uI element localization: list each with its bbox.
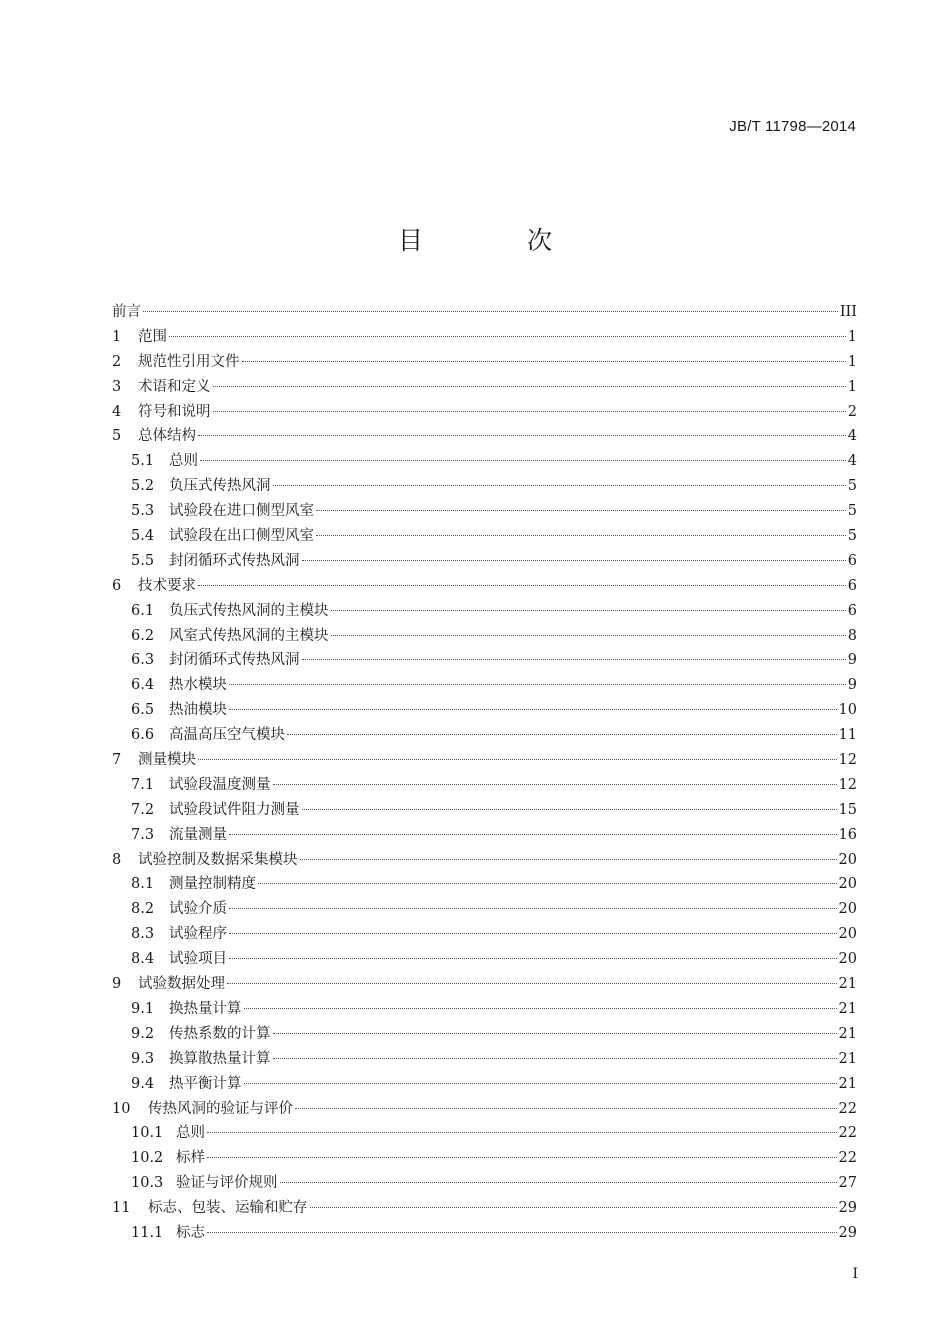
toc-entry-page: 22: [838, 1100, 857, 1117]
dot-leader: [207, 1157, 837, 1158]
toc-entry[interactable]: [112, 723, 857, 748]
toc-entry-page: 1: [847, 378, 857, 395]
dot-leader: [229, 684, 846, 685]
toc-entry[interactable]: [112, 1097, 857, 1122]
dot-leader: [198, 435, 846, 436]
toc-entry-label: 试验程序: [169, 926, 227, 943]
dot-leader: [143, 311, 838, 312]
dot-leader: [244, 1083, 837, 1084]
toc-entry-label: 传热风洞的验证与评价: [148, 1100, 293, 1117]
toc-entry[interactable]: [112, 1171, 857, 1196]
toc-entry-label: 测量模块: [138, 752, 196, 769]
toc-entry[interactable]: [112, 524, 857, 549]
dot-leader: [258, 883, 837, 884]
toc-entry-label: 试验段在进口侧型风室: [169, 503, 314, 520]
toc-entry-label: 前言: [112, 304, 141, 320]
dot-leader: [169, 336, 846, 337]
toc-entry-page: 6: [847, 577, 857, 594]
page-number: I: [852, 1266, 858, 1282]
toc-entry-page: 9: [847, 677, 857, 694]
dot-leader: [316, 510, 846, 511]
toc-entry[interactable]: [112, 922, 857, 947]
toc-entry-number: 9.3: [131, 1050, 155, 1067]
toc-entry-number: 9: [112, 976, 122, 993]
toc-entry[interactable]: [112, 1146, 857, 1171]
toc-entry-page: 20: [838, 926, 857, 943]
toc-entry-page: 20: [838, 876, 857, 893]
dot-leader: [331, 610, 846, 611]
toc-entry-number: 10.3: [131, 1175, 164, 1192]
toc-entry-number: 7: [112, 752, 122, 769]
toc-entry-page: 12: [838, 752, 857, 769]
toc-entry-number: 8.2: [131, 901, 155, 918]
toc-entry[interactable]: [112, 300, 857, 325]
toc-entry-number: 11.1: [131, 1224, 164, 1241]
toc-entry[interactable]: [112, 424, 857, 449]
toc-entry-label: 热平衡计算: [169, 1075, 242, 1092]
toc-entry-label: 负压式传热风洞的主模块: [169, 602, 329, 619]
toc-entry-label: 标样: [176, 1150, 205, 1167]
toc-entry[interactable]: [112, 400, 857, 425]
toc-entry[interactable]: [112, 997, 857, 1022]
toc-entry-number: 5.2: [131, 478, 155, 495]
toc-entry-page: 15: [838, 801, 857, 818]
toc-entry-number: 7.1: [131, 776, 155, 793]
toc-entry-label: 热油模块: [169, 702, 227, 719]
dot-leader: [302, 809, 837, 810]
toc-entry-number: 8: [112, 851, 122, 868]
toc-entry-label: 总体结构: [138, 428, 196, 445]
dot-leader: [280, 1182, 837, 1183]
page-title: 目 次: [398, 226, 600, 255]
toc-entry-number: 6.6: [131, 727, 155, 744]
toc-entry-label: 测量控制精度: [169, 876, 256, 893]
dot-leader: [273, 485, 846, 486]
toc-entry[interactable]: [112, 624, 857, 649]
toc-entry-page: 16: [838, 826, 857, 843]
dot-leader: [229, 709, 837, 710]
dot-leader: [229, 908, 837, 909]
toc-entry-number: 9.1: [131, 1000, 155, 1017]
toc-entry-page: III: [839, 304, 857, 320]
toc-entry-number: 8.1: [131, 876, 155, 893]
toc-entry-page: 11: [838, 727, 857, 744]
dot-leader: [273, 784, 837, 785]
toc-entry-label: 试验项目: [169, 951, 227, 968]
toc-entry-page: 29: [838, 1224, 857, 1241]
standard-code: JB/T 11798—2014: [729, 118, 856, 135]
toc-entry[interactable]: [112, 673, 857, 698]
toc-entry[interactable]: [112, 823, 857, 848]
toc-entry-page: 6: [847, 552, 857, 569]
toc-entry-page: 8: [847, 627, 857, 644]
toc-entry[interactable]: [112, 848, 857, 873]
toc-entry-page: 5: [847, 478, 857, 495]
toc-entry[interactable]: [112, 1072, 857, 1097]
toc-entry-page: 10: [838, 702, 857, 719]
toc-entry-number: 6.1: [131, 602, 155, 619]
toc-entry[interactable]: [112, 599, 857, 624]
toc-entry-label: 换算散热量计算: [169, 1050, 271, 1067]
dot-leader: [302, 560, 846, 561]
toc-entry[interactable]: [112, 499, 857, 524]
toc-entry-number: 6.5: [131, 702, 155, 719]
toc-entry-page: 12: [838, 776, 857, 793]
toc-entry[interactable]: [112, 1196, 857, 1221]
toc-entry-label: 风室式传热风洞的主模块: [169, 627, 329, 644]
toc-entry-number: 6: [112, 577, 122, 594]
dot-leader: [229, 958, 837, 959]
toc-entry[interactable]: [112, 897, 857, 922]
toc-entry-number: 2: [112, 353, 122, 370]
toc-entry-number: 10: [112, 1100, 131, 1117]
dot-leader: [331, 635, 846, 636]
toc-entry-label: 流量测量: [169, 826, 227, 843]
toc-entry-number: 7.3: [131, 826, 155, 843]
dot-leader: [316, 535, 846, 536]
toc-entry-page: 1: [847, 328, 857, 345]
toc-entry-number: 9.2: [131, 1025, 155, 1042]
toc-entry-number: 4: [112, 403, 122, 420]
dot-leader: [198, 759, 837, 760]
toc-entry-number: 9.4: [131, 1075, 155, 1092]
dot-leader: [200, 460, 846, 461]
toc-entry-number: 8.3: [131, 926, 155, 943]
toc-entry[interactable]: [112, 1022, 857, 1047]
toc-entry[interactable]: [112, 748, 857, 773]
toc-entry[interactable]: [112, 375, 857, 400]
toc-entry[interactable]: [112, 474, 857, 499]
toc-entry-page: 27: [838, 1175, 857, 1192]
toc-entry-label: 试验控制及数据采集模块: [138, 851, 298, 868]
toc-entry-label: 负压式传热风洞: [169, 478, 271, 495]
toc-entry-page: 21: [838, 1025, 857, 1042]
toc-entry[interactable]: [112, 574, 857, 599]
toc-entry[interactable]: [112, 648, 857, 673]
toc-entry-page: 21: [838, 976, 857, 993]
toc-entry-page: 21: [838, 1075, 857, 1092]
toc-entry[interactable]: [112, 698, 857, 723]
toc-entry[interactable]: [112, 798, 857, 823]
toc-entry-label: 标志、包装、运输和贮存: [148, 1200, 308, 1217]
toc-entry-number: 6.3: [131, 652, 155, 669]
dot-leader: [242, 361, 846, 362]
toc-entry-page: 20: [838, 951, 857, 968]
toc-entry-label: 试验段在出口侧型风室: [169, 528, 314, 545]
dot-leader: [207, 1232, 837, 1233]
dot-leader: [273, 1058, 837, 1059]
dot-leader: [273, 1033, 837, 1034]
toc-entry-page: 20: [838, 901, 857, 918]
toc-entry-label: 试验段试件阻力测量: [169, 801, 300, 818]
toc-entry[interactable]: [112, 972, 857, 997]
toc-entry-page: 1: [847, 353, 857, 370]
toc-entry-page: 6: [847, 602, 857, 619]
toc-entry[interactable]: [112, 947, 857, 972]
toc-entry-page: 4: [847, 453, 857, 470]
toc-entry-number: 11: [112, 1200, 131, 1217]
toc-entry-page: 9: [847, 652, 857, 669]
toc-entry-number: 6.2: [131, 627, 155, 644]
dot-leader: [295, 1108, 837, 1109]
toc-entry-number: 5: [112, 428, 122, 445]
toc-entry-page: 4: [847, 428, 857, 445]
toc-entry-label: 标志: [176, 1224, 205, 1241]
toc-entry-page: 5: [847, 528, 857, 545]
toc-entry-page: 5: [847, 503, 857, 520]
toc-entry-number: 5.4: [131, 528, 155, 545]
toc-entry-label: 试验数据处理: [138, 976, 225, 993]
toc-entry-page: 21: [838, 1000, 857, 1017]
toc-entry-label: 总则: [169, 453, 198, 470]
toc-entry-label: 术语和定义: [138, 378, 211, 395]
toc-entry-number: 6.4: [131, 677, 155, 694]
dot-leader: [227, 983, 837, 984]
toc-entry-number: 3: [112, 378, 122, 395]
toc-entry-label: 技术要求: [138, 577, 196, 594]
toc-entry-label: 总则: [176, 1125, 205, 1142]
dot-leader: [302, 659, 846, 660]
toc-entry-page: 22: [838, 1150, 857, 1167]
toc-entry-label: 范围: [138, 328, 167, 345]
table-of-contents: [112, 300, 857, 1246]
dot-leader: [213, 411, 846, 412]
toc-entry-page: 22: [838, 1125, 857, 1142]
toc-entry-page: 2: [847, 403, 857, 420]
toc-entry-number: 8.4: [131, 951, 155, 968]
toc-entry[interactable]: [112, 1221, 857, 1246]
toc-entry-label: 试验段温度测量: [169, 776, 271, 793]
toc-entry[interactable]: [112, 1047, 857, 1072]
toc-entry-label: 热水模块: [169, 677, 227, 694]
toc-entry-label: 规范性引用文件: [138, 353, 240, 370]
dot-leader: [207, 1132, 837, 1133]
toc-entry[interactable]: [112, 350, 857, 375]
toc-entry-number: 5.1: [131, 453, 155, 470]
dot-leader: [213, 386, 846, 387]
toc-entry[interactable]: [112, 449, 857, 474]
toc-entry[interactable]: [112, 872, 857, 897]
toc-entry-label: 传热系数的计算: [169, 1025, 271, 1042]
dot-leader: [310, 1207, 837, 1208]
toc-entry-label: 封闭循环式传热风洞: [169, 652, 300, 669]
dot-leader: [229, 933, 837, 934]
toc-entry-page: 20: [838, 851, 857, 868]
dot-leader: [300, 859, 837, 860]
toc-entry-number: 5.3: [131, 503, 155, 520]
toc-entry-label: 封闭循环式传热风洞: [169, 552, 300, 569]
toc-entry[interactable]: [112, 773, 857, 798]
toc-entry-number: 10.2: [131, 1150, 164, 1167]
dot-leader: [287, 734, 837, 735]
toc-entry-label: 换热量计算: [169, 1000, 242, 1017]
toc-entry-page: 21: [838, 1050, 857, 1067]
dot-leader: [198, 585, 846, 586]
toc-entry-number: 10.1: [131, 1125, 164, 1142]
toc-entry-label: 符号和说明: [138, 403, 211, 420]
toc-entry[interactable]: [112, 325, 857, 350]
toc-entry-number: 7.2: [131, 801, 155, 818]
toc-entry-page: 29: [838, 1200, 857, 1217]
dot-leader: [229, 834, 837, 835]
toc-entry-label: 试验介质: [169, 901, 227, 918]
dot-leader: [244, 1008, 837, 1009]
toc-entry-number: 5.5: [131, 552, 155, 569]
toc-entry[interactable]: [112, 1121, 857, 1146]
toc-entry-label: 高温高压空气模块: [169, 727, 285, 744]
toc-entry[interactable]: [112, 549, 857, 574]
toc-entry-label: 验证与评价规则: [176, 1175, 278, 1192]
toc-entry-number: 1: [112, 328, 122, 345]
